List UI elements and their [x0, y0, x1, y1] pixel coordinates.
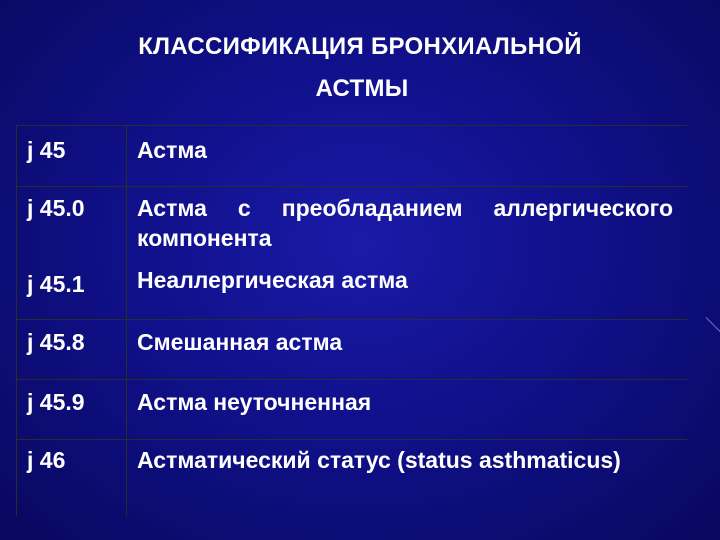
table-row-description: Смешанная астма — [137, 329, 343, 355]
table-row-code: j 45.0 — [17, 187, 127, 322]
table-row-code: j 46 — [17, 440, 127, 516]
slide-title — [0, 26, 720, 110]
table-row-description: Астматический статус (status asthmaticus) — [137, 447, 621, 473]
table-row-description: Астма с преобладанием аллергического компонента — [137, 195, 673, 251]
table-row-description: Астма неуточненная — [137, 389, 372, 415]
table-row-description: Астма — [137, 137, 207, 163]
table-row-code: j 45 — [17, 126, 127, 186]
classification-table — [16, 125, 687, 516]
table-row-description: Неаллергическая астма — [137, 267, 408, 293]
table-row-code: j 45.1 — [27, 271, 85, 297]
slide-title-line-2: АСТМЫ — [315, 75, 409, 102]
table-row-code: j 45.9 — [17, 380, 127, 440]
decorative-line — [706, 317, 720, 332]
slide-title-line-1: КЛАССИФИКАЦИЯ БРОНХИАЛЬНОЙ — [138, 33, 582, 60]
table-row-code: j 45.8 — [17, 320, 127, 380]
